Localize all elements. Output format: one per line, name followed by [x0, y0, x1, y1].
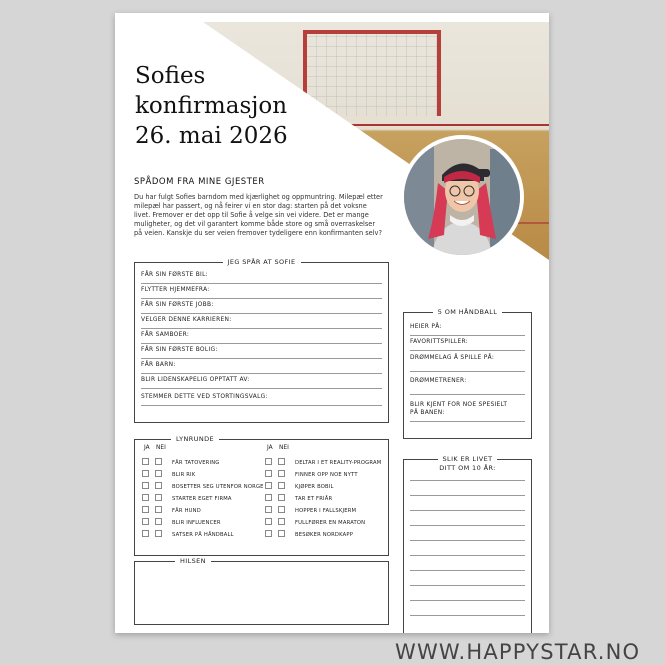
- nei-checkbox[interactable]: [278, 494, 285, 501]
- nei-checkbox[interactable]: [155, 494, 162, 501]
- lynrunde-item[interactable]: FÅR TATOVERING: [142, 458, 220, 470]
- prediction-row[interactable]: VELGER DENNE KARRIEREN:: [141, 314, 382, 329]
- nei-checkbox[interactable]: [155, 470, 162, 477]
- lynrunde-box: [134, 435, 389, 556]
- prediction-row[interactable]: FÅR SIN FØRSTE JOBB:: [141, 299, 382, 314]
- nei-checkbox[interactable]: [278, 518, 285, 525]
- lynrunde-item[interactable]: BESØKER NORDKAPP: [265, 530, 353, 542]
- handball-question[interactable]: DRØMMETRENER:: [410, 377, 525, 395]
- intro-heading: SPÅDOM FRA MINE GJESTER: [134, 177, 265, 187]
- greeting-box[interactable]: [134, 557, 389, 625]
- ja-checkbox[interactable]: [142, 530, 149, 537]
- nei-checkbox[interactable]: [278, 530, 285, 537]
- handball-question[interactable]: BLIR KJENT FOR NOE SPESIELT PÅ BANEN:: [410, 401, 510, 422]
- lynrunde-item[interactable]: BOSETTER SEG UTENFOR NORGE: [142, 482, 264, 494]
- intro-text: Du har fulgt Sofies barndom med kjærlighet og oppmuntring. Milepæl etter milepæl har passert, og nå feirer vi en stor dag: starten på det voksne livet. Fremover er det opp til Sofie å velge sin vei videre. Det er mange muligheter, og det vil garantert komme både store og små overraskelser på veien. Kanskje du ser veien fremover tydeligere enn konfirmanten selv?: [134, 193, 383, 237]
- handball-box-title: 5 OM HÅNDBALL: [433, 308, 503, 316]
- prediction-box-title: JEG SPÅR AT SOFIE: [223, 258, 301, 266]
- nei-checkbox[interactable]: [155, 518, 162, 525]
- lynrunde-item[interactable]: FULLFØRER EN MARATON: [265, 518, 365, 530]
- prediction-row[interactable]: FÅR SAMBOER:: [141, 329, 382, 344]
- life-in-10-years-box[interactable]: [403, 455, 532, 633]
- nei-checkbox[interactable]: [155, 458, 162, 465]
- lynrunde-item[interactable]: TAR ET FRIÅR: [265, 494, 332, 506]
- portrait-illustration: [404, 139, 520, 255]
- prediction-row[interactable]: FÅR BARN:: [141, 359, 382, 374]
- nei-checkbox[interactable]: [155, 506, 162, 513]
- ja-checkbox[interactable]: [265, 458, 272, 465]
- handball-question[interactable]: DRØMMELAG Å SPILLE PÅ:: [410, 354, 525, 372]
- ja-checkbox[interactable]: [265, 494, 272, 501]
- ja-checkbox[interactable]: [142, 470, 149, 477]
- ja-checkbox[interactable]: [142, 458, 149, 465]
- nei-header-left: NEI: [156, 445, 166, 451]
- nei-checkbox[interactable]: [278, 482, 285, 489]
- ja-checkbox[interactable]: [265, 518, 272, 525]
- prediction-row[interactable]: FÅR SIN FØRSTE BOLIG:: [141, 344, 382, 359]
- lynrunde-title: LYNRUNDE: [171, 435, 219, 443]
- ja-checkbox[interactable]: [142, 494, 149, 501]
- ja-checkbox[interactable]: [265, 470, 272, 477]
- prediction-row[interactable]: FÅR SIN FØRSTE BIL:: [141, 269, 382, 284]
- nei-checkbox[interactable]: [278, 506, 285, 513]
- nei-header-right: NEI: [279, 445, 289, 451]
- ja-checkbox[interactable]: [265, 506, 272, 513]
- page-title: [135, 61, 335, 151]
- lynrunde-item[interactable]: BLIR RIK: [142, 470, 195, 482]
- lynrunde-item[interactable]: FINNER OPP NOE NYTT: [265, 470, 358, 482]
- ja-header-right: JA: [267, 445, 273, 451]
- title-line-event: konfirmasjon: [135, 93, 288, 119]
- handball-question[interactable]: FAVORITTSPILLER:: [410, 338, 525, 351]
- poster-sheet: [115, 13, 549, 633]
- lynrunde-item[interactable]: FÅR HUND: [142, 506, 201, 518]
- ja-checkbox[interactable]: [265, 482, 272, 489]
- watermark-text: WWW.HAPPYSTAR.NO: [395, 640, 641, 664]
- ja-checkbox[interactable]: [142, 518, 149, 525]
- prediction-row[interactable]: STEMMER DETTE VED STORTINGSVALG:: [141, 391, 382, 406]
- lynrunde-item[interactable]: HOPPER I FALLSKJERM: [265, 506, 356, 518]
- lynrunde-item[interactable]: STARTER EGET FIRMA: [142, 494, 232, 506]
- life-box-title-line1: SLIK ER LIVET: [438, 455, 498, 463]
- title-line-name: Sofies: [135, 63, 206, 89]
- lynrunde-item[interactable]: SATSER PÅ HÅNDBALL: [142, 530, 234, 542]
- life-box-title-line2: DITT OM 10 ÅR:: [434, 464, 501, 472]
- nei-checkbox[interactable]: [278, 470, 285, 477]
- handball-question[interactable]: HEIER PÅ:: [410, 323, 525, 336]
- lynrunde-item[interactable]: DELTAR I ET REALITY-PROGRAM: [265, 458, 381, 470]
- prediction-row[interactable]: FLYTTER HJEMMEFRA:: [141, 284, 382, 299]
- prediction-box: [134, 258, 389, 423]
- nei-checkbox[interactable]: [278, 458, 285, 465]
- nei-checkbox[interactable]: [155, 530, 162, 537]
- lynrunde-item[interactable]: KJØPER BOBIL: [265, 482, 334, 494]
- ja-checkbox[interactable]: [142, 506, 149, 513]
- prediction-row[interactable]: BLIR LIDENSKAPELIG OPPTATT AV:: [141, 374, 382, 389]
- ja-header-left: JA: [144, 445, 150, 451]
- greeting-title: HILSEN: [175, 557, 211, 565]
- nei-checkbox[interactable]: [155, 482, 162, 489]
- ja-checkbox[interactable]: [265, 530, 272, 537]
- lynrunde-item[interactable]: BLIR INFLUENCER: [142, 518, 221, 530]
- handball-box: [403, 308, 532, 439]
- ja-checkbox[interactable]: [142, 482, 149, 489]
- title-line-date: 26. mai 2026: [135, 123, 288, 149]
- portrait-photo: [400, 135, 524, 259]
